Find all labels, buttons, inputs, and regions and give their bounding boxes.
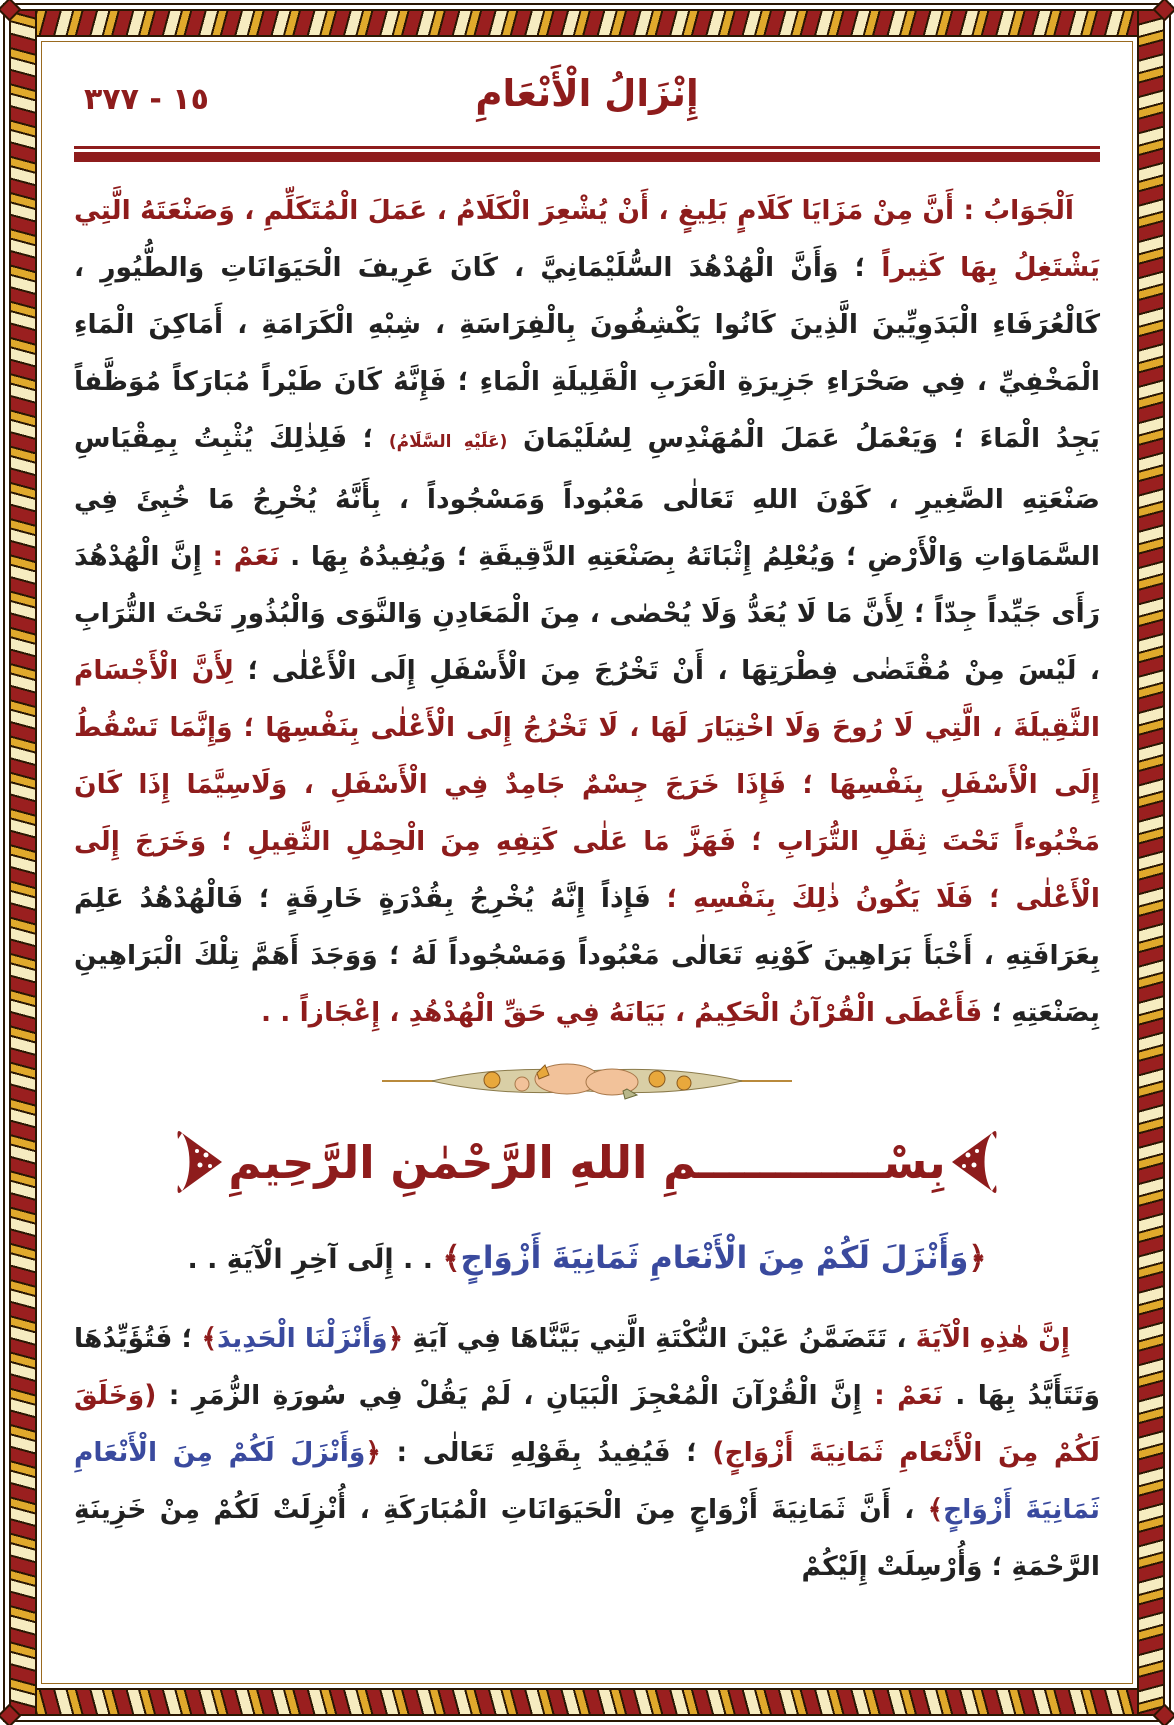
text-segment: وَأَنْزَلْنَا الْحَدِيدَ <box>216 1322 388 1354</box>
text-segment: ﴾ <box>442 1240 461 1276</box>
header-rule-thin <box>74 146 1100 149</box>
page-title: إِنْزَالُ الْأَنْعَامِ <box>475 72 699 115</box>
floral-divider-icon <box>372 1057 802 1103</box>
border-band-bottom <box>9 1688 1165 1716</box>
text-segment: فَأَعْطَى الْقُرْآنُ الْحَكِيمُ ، بَيَانَهُ فِي حَقِّ الْهُدْهُدِ ، إِعْجَازاً . . <box>261 997 983 1028</box>
arabesque-bracket-right-icon <box>948 1121 1000 1203</box>
text-segment: ﴿ <box>387 1322 404 1354</box>
text-segment: ؛ وَأَنَّ الْهُدْهُدَ السُّلَيْمَانِيَّ ، كَانَ عَرِيفَ الْحَيَوَانَاتِ وَالطُّيُورِ ، كَالْعُرَفَاءِ الْبَدَوِيِّينَ الَّذِينَ كَانُوا يَكْشِفُونَ بِالْفِرَاسَةِ ، شِبْهِ الْكَرَامَةِ ، أَمَاكِنَ الْمَاءِ الْمَخْفِيِّ ، فِي صَحْرَاءِ جَزِيرَةِ الْعَرَبِ الْقَلِيلَةِ الْمَاءِ ؛ فَإِنَّهُ كَانَ طَيْراً مُبَارَكاً مُوَظَّفاً يَجِدُ الْمَاءَ ؛ وَيَعْمَلُ عَمَلَ الْمُهَنْدِسِ لِسُلَيْمَانَ <box>74 252 1100 454</box>
text-segment: ، أَنَّ ثَمَانِيَةَ أَزْوَاجٍ مِنَ الْحَيَوَانَاتِ الْمُبَارَكَةِ ، أُنْزِلَتْ لَكُمْ مِنْ خَزِينَةِ الرَّحْمَةِ ؛ وَأُرْسِلَتْ إِلَيْكُمْ <box>74 1493 1100 1582</box>
paragraph-answer <box>74 182 1100 1041</box>
text-segment: اَلْجَوَابُ : أَنَّ مِنْ مَزَايَا كَلَامٍ بَلِيغٍ ، أَنْ يُشْعِرَ الْكَلَامُ ، عَمَلَ الْمُتَكَلِّمِ ، وَصَنْعَتَهُ الَّتِي يَشْتَغِلُ بِهَا كَثِيراً <box>74 195 1100 283</box>
verse-line <box>74 1229 1100 1288</box>
border-band-right <box>1137 9 1165 1716</box>
text-segment: ؛ فَتُؤَيِّدُهَا وَتَتَأَيَّدُ بِهَا . <box>74 1322 1101 1411</box>
border-band-top <box>9 9 1165 37</box>
text-segment: ﴿ <box>365 1436 381 1468</box>
bismillah-text: بِسْــــــــــــمِ اللهِ الرَّحْمٰنِ الرَّحِيمِ <box>228 1135 946 1189</box>
border-band-left <box>9 9 37 1716</box>
text-segment: ، تَتَضَمَّنُ عَيْنَ النُّكْتَةِ الَّتِي بَيَّنَّاهَا فِي آيَةِ <box>403 1322 907 1354</box>
text-segment: لِأَنَّ الْأَجْسَامَ الثَّقِيلَةَ ، الَّتِي لَا رُوحَ وَلَا اخْتِيَارَ لَهَا ، لَا تَخْرُجُ إِلَى الْأَعْلٰى بِنَفْسِهَا ؛ وَإِنَّمَا تَسْقُطُ إِلَى الْأَسْفَلِ بِنَفْسِهَا ؛ فَإِذَا خَرَجَ جِسْمٌ جَامِدٌ فِي الْأَسْفَلِ ، وَلَاسِيَّمَا إِذَا كَانَ مَخْبُوءاً تَحْتَ ثِقَلِ التُّرَابِ ؛ فَهَزَّ مَا عَلٰى كَتِفِهِ مِنَ الْحِمْلِ الثَّقِيلِ ؛ وَخَرَجَ إِلَى الْأَعْلٰى ؛ فَلَا يَكُونُ ذٰلِكَ بِنَفْسِهِ ؛ <box>74 655 1100 914</box>
text-segment: ﴾ <box>201 1322 217 1354</box>
header-rule-thick <box>74 152 1100 162</box>
text-segment: ﴾ <box>927 1493 944 1525</box>
text-segment: نَعَمْ : <box>201 541 280 572</box>
text-segment: ﴿ <box>968 1240 987 1276</box>
page-number: ١٥ - ٣٧٧ <box>84 82 209 117</box>
section-divider <box>74 1057 1100 1103</box>
text-segment: وَأَنْزَلَ لَكُمْ مِنَ الْأَنْعَامِ ثَمَانِيَةَ أَزْوَاجٍ <box>74 1436 1100 1525</box>
arabesque-bracket-left-icon <box>174 1121 226 1203</box>
bismillah-row <box>74 1121 1100 1203</box>
text-segment: نَعَمْ : <box>861 1379 943 1411</box>
page-header <box>74 66 1100 138</box>
text-segment: ؛ فَيُفِيدُ بِقَوْلِهِ تَعَالٰى : <box>380 1436 697 1468</box>
text-segment: (عَلَيْهِ السَّلَامُ) <box>388 432 508 452</box>
text-segment: . . إِلَى آخِرِ الْآيَةِ . . <box>187 1244 443 1275</box>
text-segment: إِنَّ الْقُرْآنَ الْمُعْجِزَ الْبَيَانِ ، لَمْ يَقُلْ فِي سُورَةِ الزُّمَرِ : <box>156 1379 862 1411</box>
text-segment: وَأَنْزَلَ لَكُمْ مِنَ الْأَنْعَامِ ثَمَانِيَةَ أَزْوَاجٍ <box>460 1240 969 1276</box>
text-segment: (وَخَلَقَ لَكُمْ مِنَ الْأَنْعَامِ ثَمَانِيَةَ أَزْوَاجٍ) <box>74 1379 1101 1468</box>
text-segment: ؛ فَلِذٰلِكَ يُثْبِتُ بِمِقْيَاسِ صَنْعَتِهِ الصَّغِيرِ ، كَوْنَ اللهِ تَعَالٰى مَعْبُوداً وَمَسْجُوداً ، بِأَنَّهُ يُخْرِجُ مَا خُبِئَ فِي السَّمَاوَاتِ وَالْأَرْضِ ؛ وَيُعْلِمُ إِثْبَاتَهُ بِصَنْعَتِهِ الدَّقِيقَةِ ؛ وَيُفِيدُهُ بِهَا . <box>74 423 1100 572</box>
text-segment: فَإِذاً إِنَّهُ يُخْرِجُ بِقُدْرَةٍ خَارِقَةٍ ؛ فَالْهُدْهُدُ عَلِمَ بِعَرَافَتِهِ ، أَخْبَأَ بَرَاهِينَ كَوْنِهِ تَعَالٰى مَعْبُوداً وَمَسْجُوداً لَهُ ؛ وَوَجَدَ أَهَمَّ تِلْكَ الْبَرَاهِينِ بِصَنْعَتِهِ ؛ <box>74 883 1100 1028</box>
paragraph-commentary <box>74 1310 1100 1595</box>
text-segment: إِنَّ الْهُدْهُدَ رَأَى جَيِّداً جِدّاً ؛ لِأَنَّ مَا لَا يُعَدُّ وَلَا يُحْصٰى ، مِنَ الْمَعَادِنِ وَالنَّوَى وَالْبُذُورِ تَحْتَ التُّرَابِ ، لَيْسَ مِنْ مُقْتَضٰى فِطْرَتِهَا ، أَنْ تَخْرُجَ مِنَ الْأَسْفَلِ إِلَى الْأَعْلٰى ؛ <box>74 541 1100 686</box>
page-content <box>74 66 1100 1595</box>
text-segment: إِنَّ هٰذِهِ الْآيَةَ <box>906 1322 1070 1354</box>
